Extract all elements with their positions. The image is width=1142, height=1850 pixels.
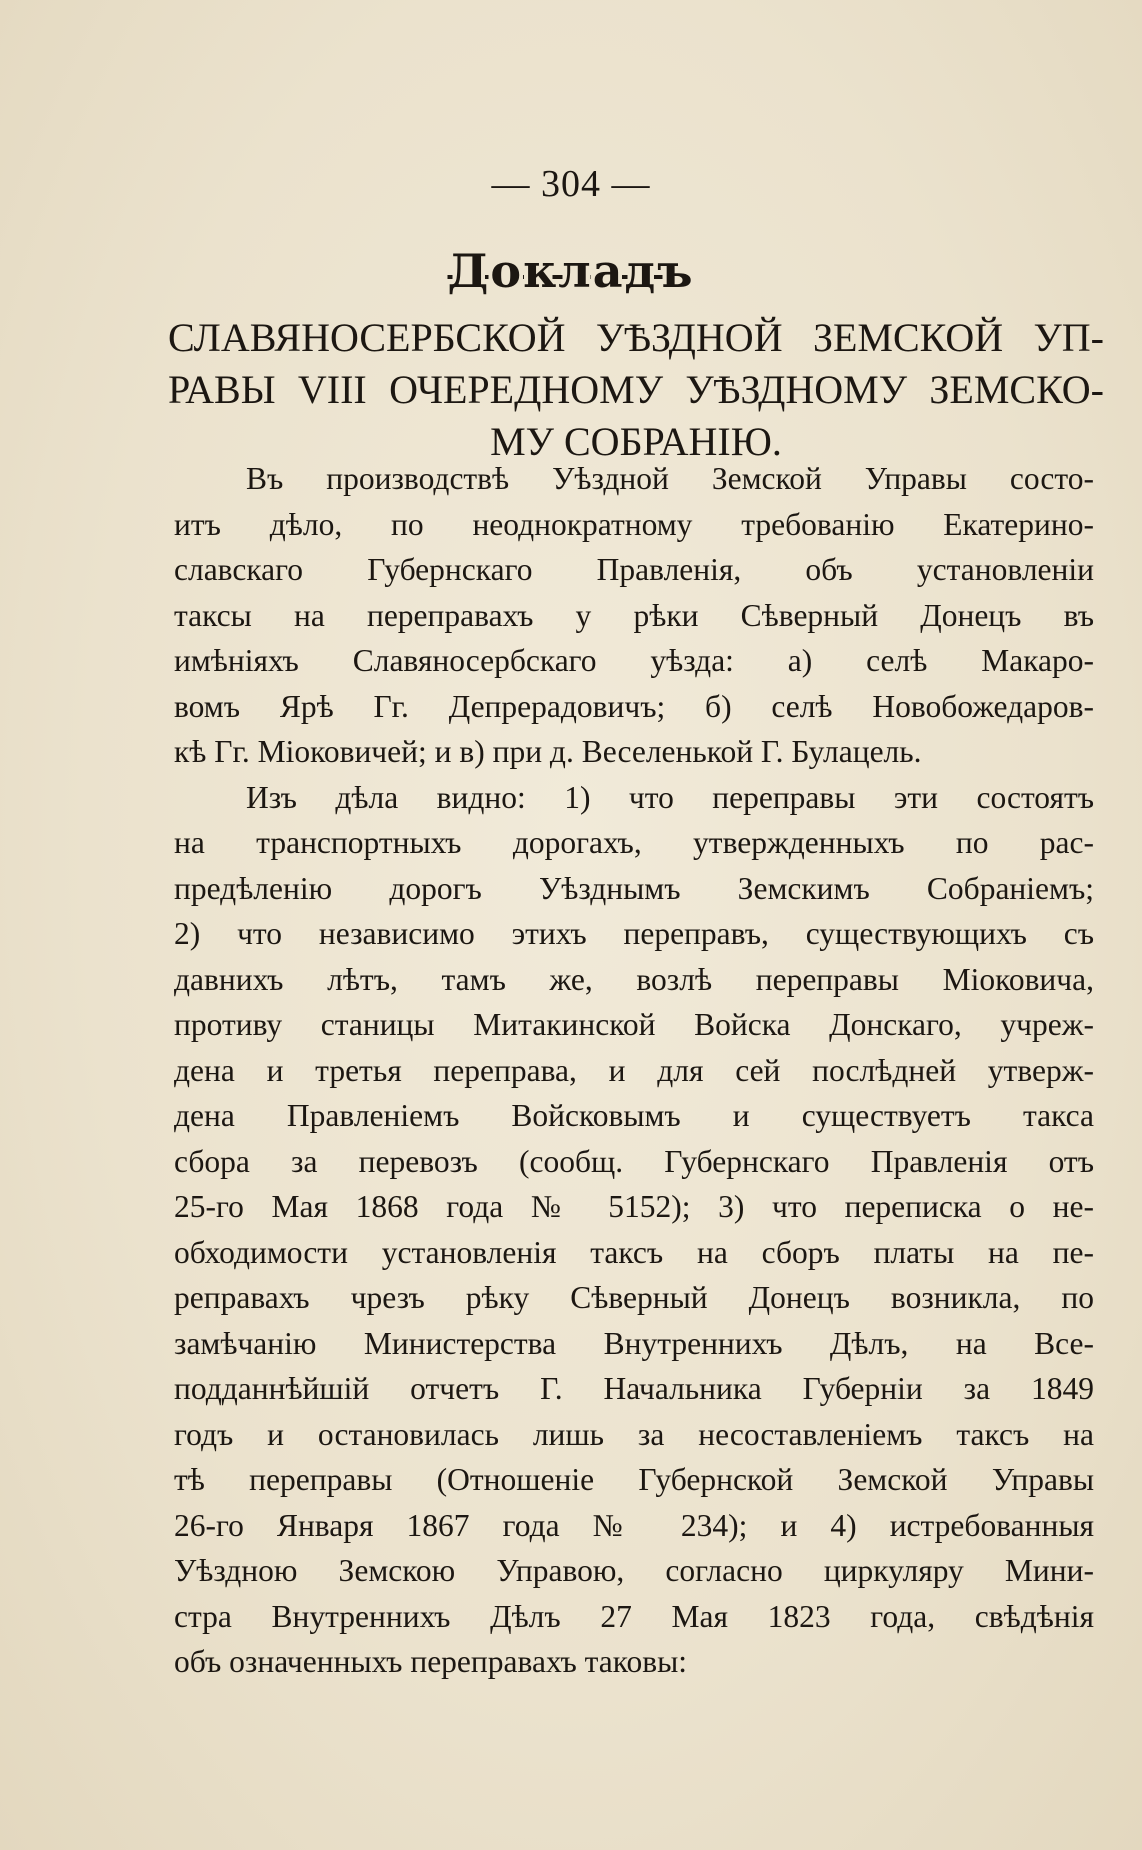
body-line: славскаго Губернскаго Правленія, объ установленіи bbox=[174, 552, 1094, 587]
body-line: объ означенныхъ переправахъ таковы: bbox=[174, 1644, 688, 1679]
body-line: таксы на переправахъ у рѣки Сѣверный Донецъ въ bbox=[174, 597, 1094, 633]
body-line: годъ и остановилась лишь за несоставленіемъ таксъ на bbox=[174, 1416, 1094, 1452]
body-line: тѣ переправы (Отношеніе Губернской Земской Управы bbox=[174, 1462, 1094, 1497]
body-line: кѣ Гг. Міоковичей; и в) при д. Веселенькой Г. Булацель. bbox=[174, 734, 922, 769]
section-heading bbox=[168, 312, 1104, 468]
body-line: дена Правленіемъ Войсковымъ и существуетъ такса bbox=[174, 1098, 1094, 1133]
body-line: подданнѣйшій отчетъ Г. Начальника Губерніи за 1849 bbox=[174, 1371, 1094, 1406]
body-line: итъ дѣло, по неоднократному требованію Екатерино- bbox=[174, 506, 1094, 542]
body-line: Въ производствѣ Уѣздной Земской Управы состо- bbox=[246, 461, 1094, 496]
body-text bbox=[174, 456, 1094, 1685]
body-line: замѣчанію Министерства Внутреннихъ Дѣлъ, на Все- bbox=[174, 1325, 1094, 1361]
body-line: дена и третья переправа, и для сей послѣдней утверж- bbox=[174, 1052, 1094, 1088]
body-line: предѣленію дорогъ Уѣзднымъ Земскимъ Собраніемъ; bbox=[174, 870, 1094, 906]
body-line: сбора за перевозъ (сообщ. Губернскаго Правленія отъ bbox=[174, 1143, 1094, 1179]
body-line: стра Внутреннихъ Дѣлъ 27 Мая 1823 года, свѣдѣнія bbox=[174, 1598, 1094, 1634]
body-line: Уѣздною Земскою Управою, согласно циркуляру Мини- bbox=[174, 1553, 1094, 1588]
body-line: Изъ дѣла видно: 1) что переправы эти состоятъ bbox=[246, 779, 1094, 815]
document-title: Докладъ bbox=[447, 244, 695, 298]
body-line: противу станицы Митакинской Войска Донскаго, учреж- bbox=[174, 1007, 1094, 1042]
body-line: на транспортныхъ дорогахъ, утвержденныхъ по рас- bbox=[174, 825, 1094, 860]
body-line: реправахъ чрезъ рѣку Сѣверный Донецъ возникла, по bbox=[174, 1280, 1094, 1315]
page-number: — 304 — bbox=[491, 163, 651, 205]
body-line: давнихъ лѣтъ, тамъ же, возлѣ переправы Міоковича, bbox=[174, 961, 1094, 997]
body-line: 25-го Мая 1868 года № 5152); 3) что переписка о не- bbox=[174, 1189, 1094, 1224]
body-line: обходимости установленія таксъ на сборъ платы на пе- bbox=[174, 1234, 1094, 1270]
heading-line: СЛАВЯНОСЕРБСКОЙ УѢЗДНОЙ ЗЕМСКОЙ УП- bbox=[168, 315, 1104, 360]
body-line: 2) что независимо этихъ переправъ, существующихъ съ bbox=[174, 916, 1094, 951]
body-line: имѣніяхъ Славяносербскаго уѣзда: а) селѣ Макаро- bbox=[174, 643, 1094, 678]
body-line: 26-го Января 1867 года № 234); и 4) истребованныя bbox=[174, 1507, 1094, 1543]
body-line: вомъ Ярѣ Гг. Депрерадовичъ; б) селѣ Новобожедаров- bbox=[174, 688, 1094, 724]
heading-line: РАВЫ VIII ОЧЕРЕДНОМУ УѢЗДНОМУ ЗЕМСКО- bbox=[168, 367, 1104, 412]
heading-line: МУ СОБРАНІЮ. bbox=[490, 419, 782, 464]
